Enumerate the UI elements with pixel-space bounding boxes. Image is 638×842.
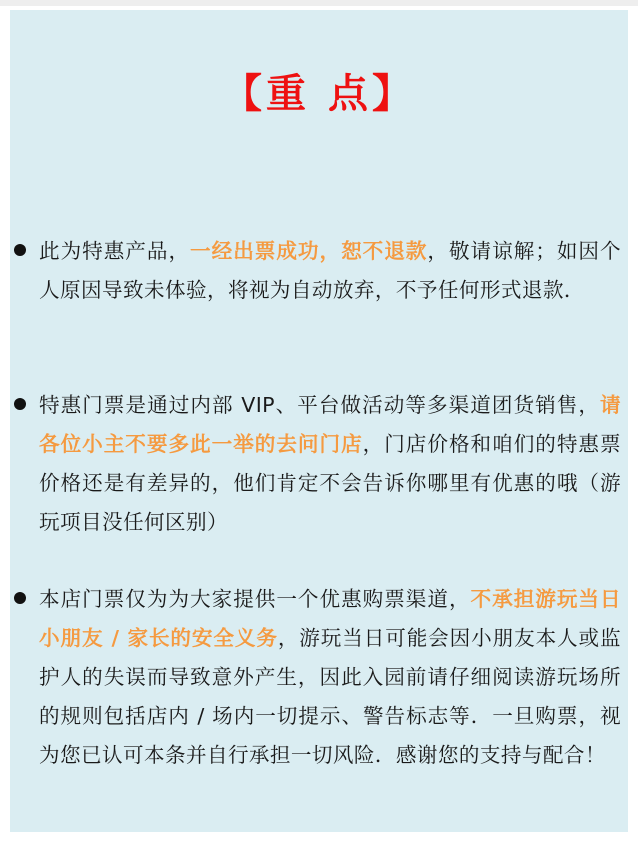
notice-highlight-3: 不承担游玩当日小朋友 / 家长的安全义务	[39, 587, 621, 650]
bullet-icon	[14, 244, 26, 256]
notice-text-1	[39, 232, 621, 310]
notice-text-3-part-1: 本店门票仅为为大家提供一个优惠购票渠道，	[39, 587, 471, 611]
notice-highlight-2: 请各位小主不要多此一举的去问门店	[39, 393, 621, 456]
notice-text-1-part-2: ，敬请谅解；如因个人原因导致未体验，将视为自动放弃，不予任何形式退款．	[39, 239, 621, 302]
notice-text-2-part-1: 特惠门票是通过内部 VIP、平台做活动等多渠道团货销售，	[39, 393, 600, 417]
page-title: 【重 点】	[222, 71, 416, 117]
bullet-icon	[14, 592, 26, 604]
notice-text-3	[39, 580, 621, 775]
notice-text-1-part-1: 此为特惠产品，	[39, 239, 191, 263]
notice-panel	[10, 10, 628, 832]
notice-text-2	[39, 386, 621, 542]
top-border-strip	[0, 0, 638, 6]
notice-text-2-part-2: ，门店价格和咱们的特惠票价格还是有差异的，他们肯定不会告诉你哪里有优惠的哦（游玩项目没任何区别）	[39, 432, 621, 534]
notice-highlight-1: 一经出票成功，恕不退款	[190, 239, 428, 263]
bullet-icon	[14, 398, 26, 410]
notice-text-3-part-2: ，游玩当日可能会因小朋友本人或监护人的失误而导致意外产生，因此入园前请仔细阅读游玩场所的规则包括店内 / 场内一切提示、警告标志等．一旦购票，视为您已认可本条并自行承担一切风险．感谢您的支持与配合！	[39, 626, 622, 767]
